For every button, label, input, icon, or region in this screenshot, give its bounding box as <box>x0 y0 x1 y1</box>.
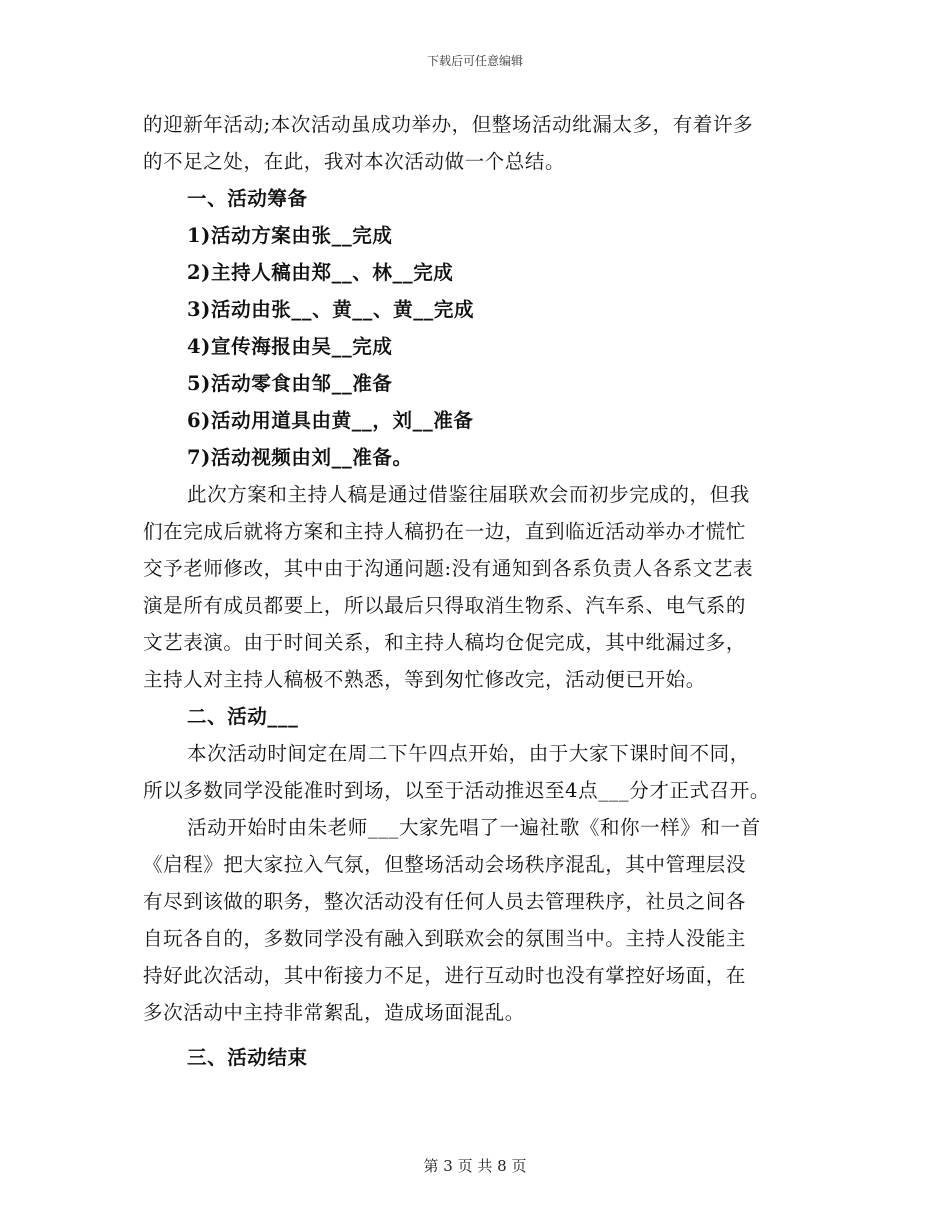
intro-line: 的不足之处，在此，我对本次活动做一个总结。 <box>143 150 566 173</box>
paragraph-line: 《启程》把大家拉入气氛，但整场活动会场秩序混乱，其中管理层没 <box>143 853 747 876</box>
section1-item: 1)活动方案由张__完成 <box>187 224 393 247</box>
paragraph-line: 多次活动中主持非常絮乱，造成场面混乱。 <box>143 1001 525 1024</box>
section1-item: 6)活动用道具由黄__，刘__准备 <box>187 409 474 432</box>
paragraph-line: 交予老师修改，其中由于沟通问题:没有通知到各系负责人各系文艺表 <box>143 557 754 580</box>
section2-heading: 二、活动___ <box>187 705 299 728</box>
paragraph-line: 本次活动时间定在周二下午四点开始，由于大家下课时间不同， <box>187 742 750 765</box>
section1-item: 7)活动视频由刘__准备。 <box>187 446 413 469</box>
section1-item: 4)宣传海报由吴__完成 <box>187 335 393 358</box>
page-footer: 第 3 页 共 8 页 <box>423 1157 527 1175</box>
section1-item: 3)活动由张__、黄__、黄__完成 <box>187 298 475 321</box>
paragraph-line: 持好此次活动，其中衔接力不足，进行互动时也没有掌控好场面，在 <box>143 964 747 987</box>
section1-heading: 一、活动筹备 <box>187 187 308 210</box>
paragraph-line: 自玩各自的，多数同学没有融入到联欢会的氛围当中。主持人没能主 <box>143 927 747 950</box>
paragraph-line: 有尽到该做的职务，整次活动没有任何人员去管理秩序，社员之间各 <box>143 890 747 913</box>
section1-item: 2)主持人稿由郑__、林__完成 <box>187 261 454 284</box>
paragraph-line: 活动开始时由朱老师___大家先唱了一遍社歌《和你一样》和一首 <box>187 816 761 839</box>
section1-item: 5)活动零食由邹__准备 <box>187 372 393 395</box>
paragraph-line: 文艺表演。由于时间关系，和主持人稿均仓促完成，其中纰漏过多， <box>143 631 747 654</box>
paragraph-line: 所以多数同学没能准时到场，以至于活动推迟至4点___分才正式召开。 <box>143 779 770 802</box>
paragraph-line: 们在完成后就将方案和主持人稿扔在一边，直到临近活动举办才慌忙 <box>143 520 747 543</box>
paragraph-line: 演是所有成员都要上，所以最后只得取消生物系、汽车系、电气系的 <box>143 594 747 617</box>
intro-line: 的迎新年活动;本次活动虽成功举办，但整场活动纰漏太多，有着许多 <box>143 113 754 136</box>
paragraph-line: 主持人对主持人稿极不熟悉，等到匆忙修改完，活动便已开始。 <box>143 668 706 691</box>
page-header: 下载后可任意编辑 <box>426 54 523 68</box>
section3-heading: 三、活动结束 <box>187 1046 308 1069</box>
paragraph-line: 此次方案和主持人稿是通过借鉴往届联欢会而初步完成的，但我 <box>187 483 750 506</box>
document-body <box>143 106 813 1076</box>
